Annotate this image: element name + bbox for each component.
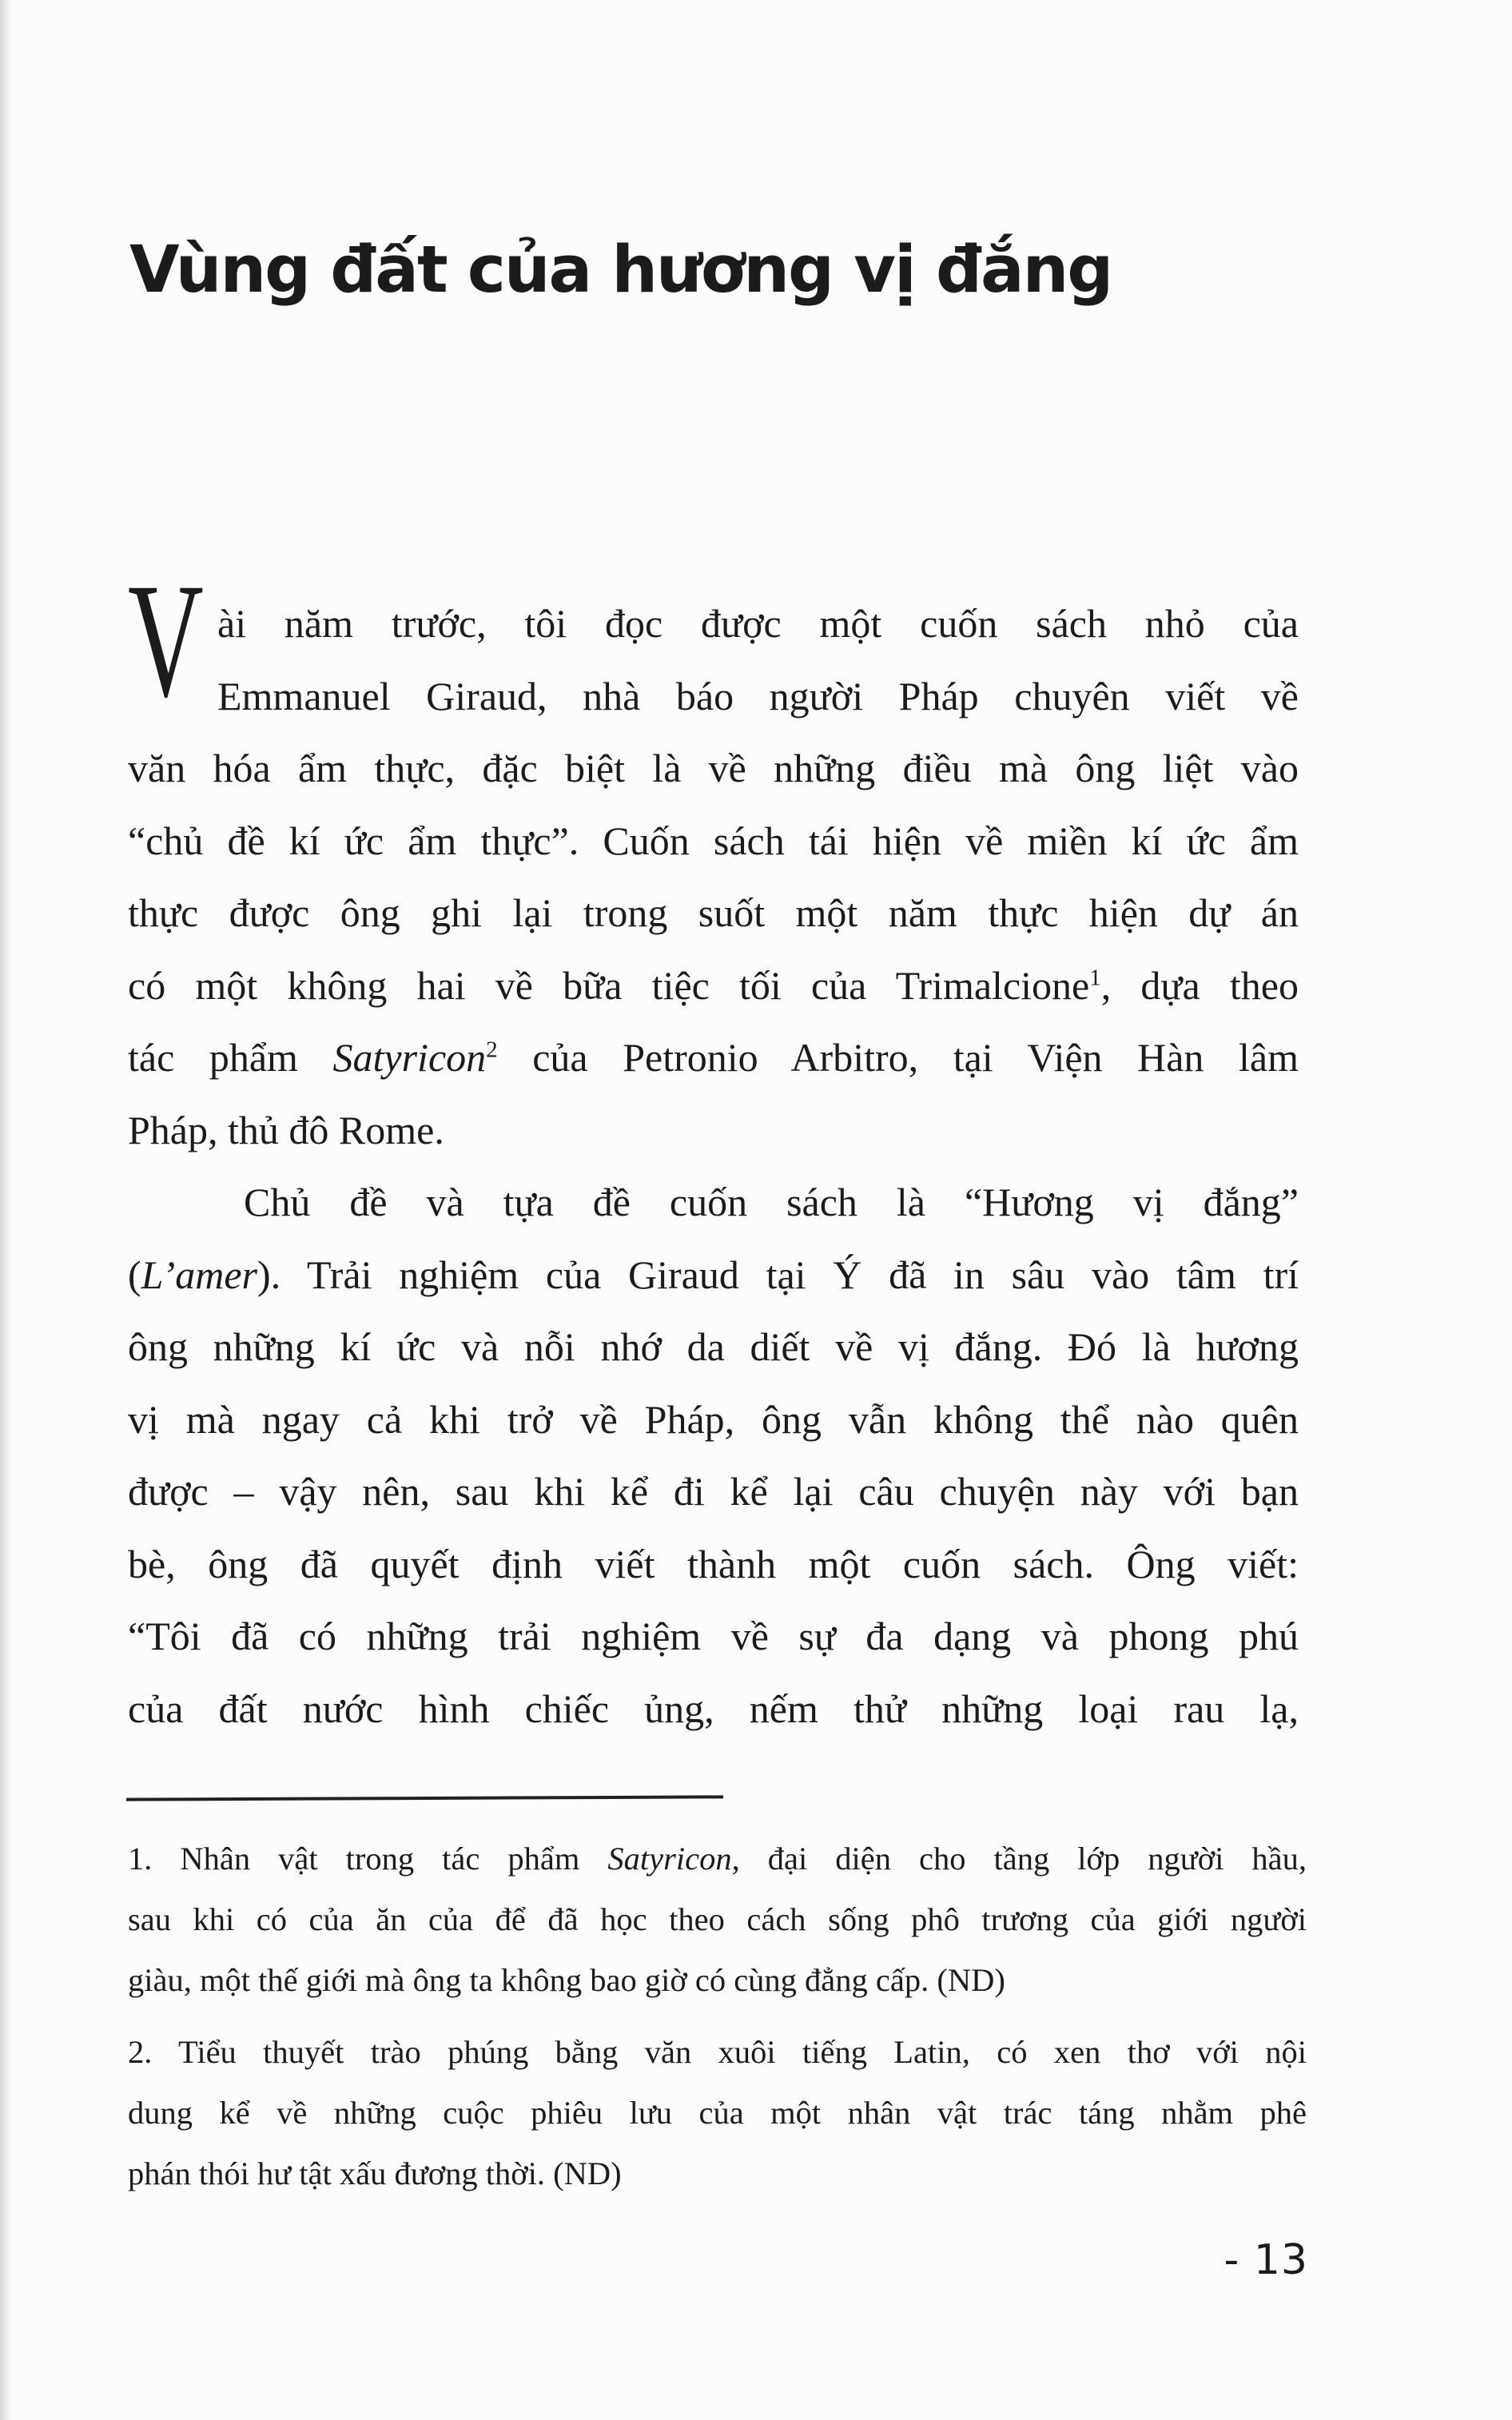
body-text bbox=[128, 550, 1299, 1745]
body-line-text: vị mà ngay cả khi trở về Pháp, ông vẫn không thể nào quên bbox=[128, 1396, 1299, 1442]
footnote-line bbox=[128, 1950, 1307, 2011]
footnote-line bbox=[128, 1829, 1307, 1889]
body-line bbox=[128, 949, 1299, 1022]
body-line-text: Chủ đề và tựa đề cuốn sách là “Hương vị đắng” bbox=[244, 1180, 1299, 1224]
body-line bbox=[128, 732, 1299, 805]
body-line bbox=[128, 1528, 1299, 1601]
body-line bbox=[128, 1311, 1299, 1383]
body-line-text: Emmanuel Giraud, nhà báo người Pháp chuyên viết về bbox=[217, 673, 1299, 718]
scan-edge-shadow bbox=[0, 0, 11, 2420]
book-title-italic: Satyricon bbox=[607, 1841, 732, 1877]
body-line bbox=[128, 1673, 1299, 1745]
footnote-2 bbox=[128, 2022, 1307, 2204]
body-line bbox=[128, 1094, 1299, 1167]
body-line-text: của Petronio Arbitro, tại Viện Hàn lâm bbox=[497, 1035, 1299, 1080]
body-line-text: “chủ đề kí ức ẩm thực”. Cuốn sách tái hiện về miền kí ức ẩm bbox=[128, 818, 1299, 863]
book-title-italic: Satyricon bbox=[332, 1035, 487, 1080]
dropcap-letter bbox=[128, 550, 206, 731]
body-line bbox=[128, 877, 1299, 949]
body-line bbox=[128, 1021, 1299, 1094]
body-line bbox=[128, 660, 1299, 733]
footnote-1 bbox=[128, 1829, 1307, 2011]
footnote-separator bbox=[126, 1795, 723, 1801]
footnote-line bbox=[128, 2083, 1307, 2143]
body-line-text: ). Trải nghiệm của Giraud tại Ý đã in sâu vào tâm trí bbox=[257, 1252, 1299, 1297]
footnote-line bbox=[128, 1889, 1307, 1950]
body-line-text: có một không hai về bữa tiệc tối của Trimalcione bbox=[128, 962, 1090, 1008]
book-title-italic: L’amer bbox=[141, 1252, 258, 1297]
footnote-line-text: giàu, một thế giới mà ông ta không bao giờ có cùng đẳng cấp. (ND) bbox=[128, 1962, 1005, 1998]
footnote-line-text: sau khi có của ăn của để đã học theo cách sống phô trương của giới người bbox=[128, 1901, 1307, 1937]
body-line-text: của đất nước hình chiếc ủng, nếm thử những loại rau lạ, bbox=[128, 1686, 1299, 1731]
dropcap-glyph: V bbox=[128, 550, 204, 731]
body-line-text: bè, ông đã quyết định viết thành một cuốn sách. Ông viết: bbox=[128, 1541, 1299, 1586]
body-line-text: ài năm trước, tôi đọc được một cuốn sách nhỏ của bbox=[217, 601, 1299, 646]
body-line bbox=[128, 1383, 1299, 1456]
chapter-title: Vùng đất của hương vị đắng bbox=[129, 233, 1112, 308]
body-line-text: , dựa theo bbox=[1100, 962, 1299, 1008]
page-number: - 13 bbox=[1224, 2236, 1308, 2284]
footnote-ref-2: 2 bbox=[486, 1037, 498, 1063]
body-line-text: văn hóa ẩm thực, đặc biệt là về những điều mà ông liệt vào bbox=[128, 746, 1299, 790]
body-line-text: “Tôi đã có những trải nghiệm về sự đa dạng và phong phú bbox=[128, 1614, 1299, 1658]
footnote-line-text: 1. Nhân vật trong tác phẩm bbox=[128, 1841, 608, 1877]
body-line bbox=[128, 1166, 1299, 1239]
body-line-text: Pháp, thủ đô Rome. bbox=[128, 1107, 444, 1152]
body-line bbox=[128, 1600, 1299, 1673]
body-line bbox=[128, 1455, 1299, 1528]
footnote-line-text: 2. Tiểu thuyết trào phúng bằng văn xuôi tiếng Latin, có xen thơ với nội bbox=[128, 2034, 1307, 2070]
footnote-line-text: , đại diện cho tầng lớp người hầu, bbox=[731, 1841, 1307, 1877]
body-line-text: ( bbox=[128, 1252, 141, 1297]
footnotes bbox=[128, 1829, 1307, 2204]
body-line-text: ông những kí ức và nỗi nhớ da diết về vị đắng. Đó là hương bbox=[128, 1324, 1299, 1369]
footnote-line bbox=[128, 2143, 1307, 2204]
body-line-text: thực được ông ghi lại trong suốt một năm thực hiện dự án bbox=[128, 890, 1299, 935]
footnote-line-text: dung kể về những cuộc phiêu lưu của một nhân vật trác táng nhằm phê bbox=[128, 2095, 1307, 2131]
body-line bbox=[128, 1239, 1299, 1311]
body-line bbox=[128, 805, 1299, 878]
body-line bbox=[128, 587, 1299, 660]
body-line-text: được – vậy nên, sau khi kể đi kể lại câu chuyện này với bạn bbox=[128, 1469, 1299, 1514]
footnote-line-text: phán thói hư tật xấu đương thời. (ND) bbox=[128, 2155, 622, 2191]
footnote-ref-1: 1 bbox=[1089, 964, 1101, 990]
body-line-text: tác phẩm bbox=[128, 1035, 333, 1080]
footnote-line bbox=[128, 2022, 1307, 2083]
